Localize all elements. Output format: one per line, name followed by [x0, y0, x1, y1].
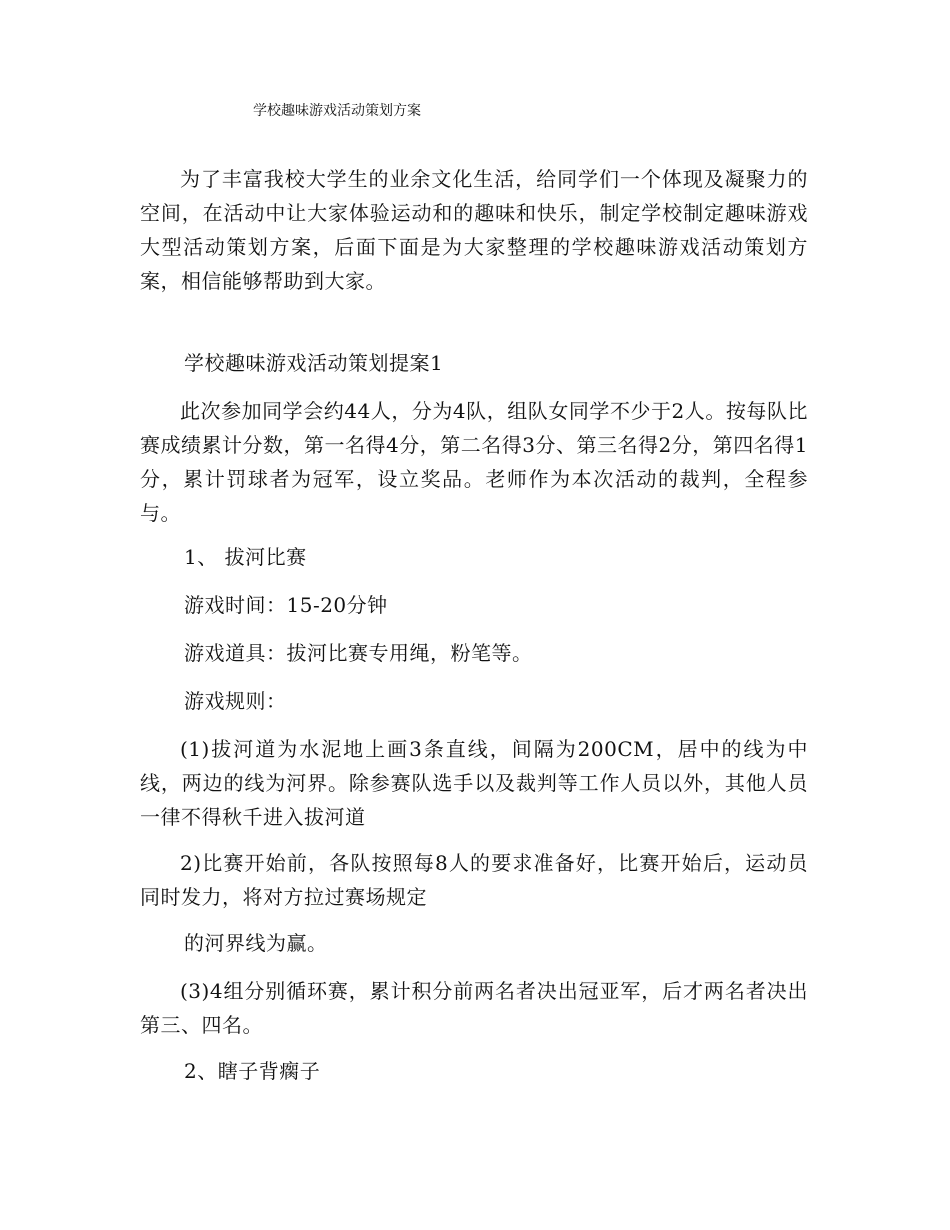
game1-rule2: 2)比赛开始前，各队按照每8人的要求准备好，比赛开始后，运动员同时发力，将对方拉过赛场规定: [140, 851, 808, 909]
game1-rule2-continuation: 的河界线为赢。: [184, 931, 328, 955]
game1-rules-label: 游戏规则：: [184, 689, 287, 713]
section-heading: 学校趣味游戏活动策划提案1: [184, 351, 444, 375]
document-title: 学校趣味游戏活动策划方案: [253, 103, 421, 119]
game1-time: 游戏时间：15-20分钟: [184, 593, 388, 617]
game2-heading: 2、瞎子背瘸子: [184, 1059, 321, 1083]
intro-paragraph: 为了丰富我校大学生的业余文化生活，给同学们一个体现及凝聚力的空间，在活动中让大家体验运动和的趣味和快乐，制定学校制定趣味游戏大型活动策划方案，后面下面是为大家整理的学校趣味游戏活动策划方案，相信能够帮助到大家。: [140, 167, 808, 293]
game1-heading: 1、 拔河比赛: [184, 545, 307, 569]
section-intro-paragraph: 此次参加同学会约44人，分为4队，组队女同学不少于2人。按每队比赛成绩累计分数，第一名得4分，第二名得3分、第三名得2分，第四名得1分，累计罚球者为冠军，设立奖品。老师作为本次活动的裁判，全程参与。: [140, 399, 808, 525]
game1-props: 游戏道具：拔河比赛专用绳，粉笔等。: [184, 641, 533, 665]
game1-rule1: (1)拔河道为水泥地上画3条直线，间隔为200CM，居中的线为中线，两边的线为河界。除参赛队选手以及裁判等工作人员以外，其他人员一律不得秋千进入拔河道: [140, 737, 808, 829]
game1-rule3: (3)4组分别循环赛，累计积分前两名者决出冠亚军，后才两名者决出第三、四名。: [140, 979, 808, 1037]
